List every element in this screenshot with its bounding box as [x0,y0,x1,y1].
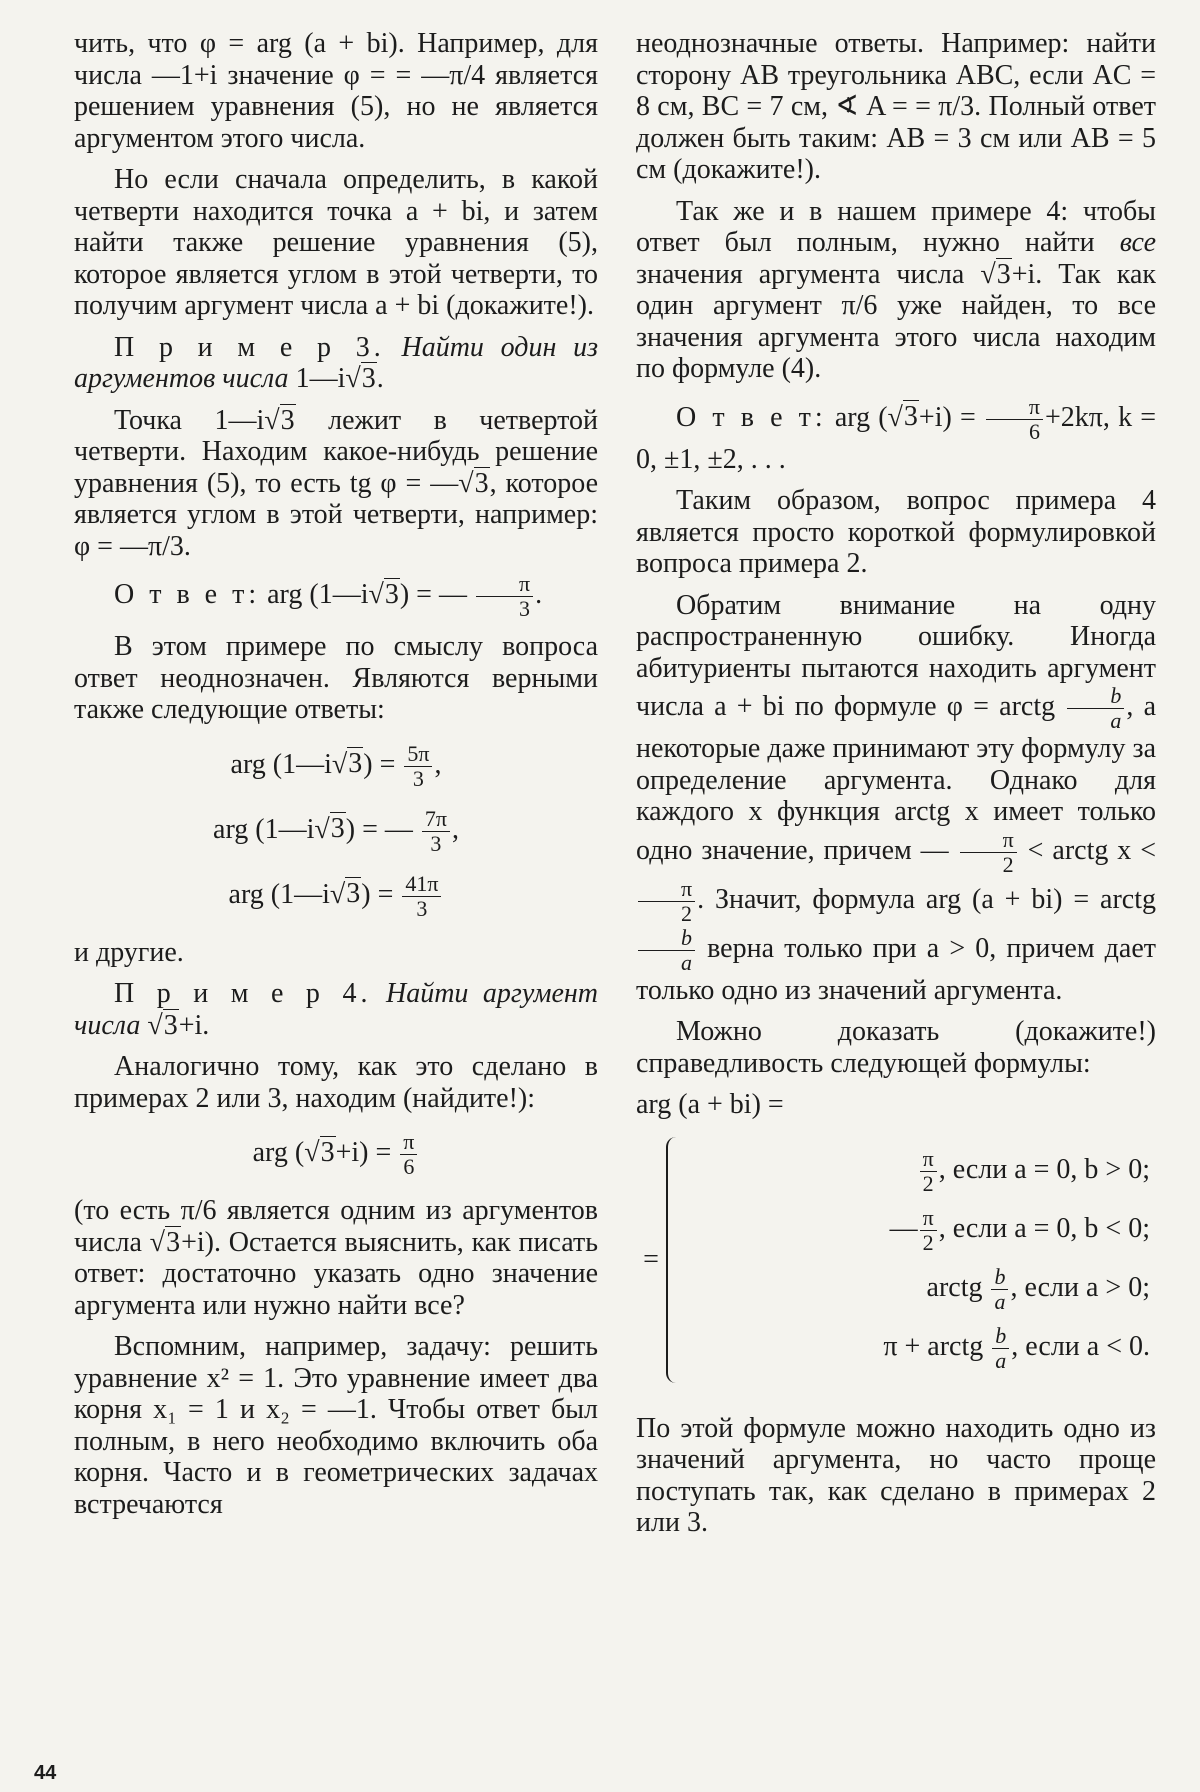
math: arg (1—i [228,878,330,910]
denominator: a [995,1347,1007,1373]
fraction [422,807,450,856]
denominator: 2 [681,900,693,926]
paragraph: Можно доказать (докажите!) справедливость следующей формулы: [636,1016,1156,1079]
paragraph: (то есть π/6 является одним из аргументов числа √3+i). Остается выяснить, как писать ответ: достаточно указать одно значение аргумента или нужно найти все? [74,1195,598,1321]
answer-label: О т в е т: [676,401,827,433]
text: < arctg x < [1027,834,1157,866]
brace [666,1137,676,1383]
numerator: 5π [404,742,432,767]
fraction [638,877,695,926]
math: arg (1—i [213,813,315,845]
text: лежит в четвертой четверти. Находим какое-нибудь решение уравнения (5), то есть tg φ = — [74,404,598,499]
text: а некоторые даже принимают эту формулу за определение аргумента. Однако для каждого x функция arctg x имеет только одно значение, причем — [636,690,1156,866]
denominator: 2 [922,1170,934,1196]
example-3-heading: П р и м е р 3. Найти один из аргументов числа 1—i√3. [74,331,598,394]
text: +i). Остается выяснить, как писать ответ: достаточно указать одно значение аргумента или нужно найти все? [74,1226,598,1321]
denominator: a [994,1288,1006,1314]
denominator: 3 [430,830,442,856]
equation: arg (1—i√3) = $\frac{5\pi}{3}$ , [230,740,442,791]
math: ) = [363,748,396,780]
denominator: 2 [1002,851,1014,877]
paragraph: и другие. [74,936,184,968]
numerator: π [638,877,695,902]
formula-lhs: arg (a + bi) = [636,1089,784,1120]
denominator: 3 [412,765,424,791]
fraction [1067,684,1124,733]
numerator: b [1067,684,1124,709]
example-task: Найти один из аргументов числа [74,331,598,394]
text: +i. Так как один аргумент π/6 уже найден, то все значения аргумента этого числа находим по формуле (4). [636,258,1156,384]
paragraph: Но если сначала определить, в какой четверти находится точка a + bi, и затем найти также решение уравнения (5), которое является углом в этой четверти, то получим аргумент числа a + bi (докажите!). [74,164,598,321]
paragraph: Так же и в нашем примере 4: чтобы ответ был полным, нужно найти все значения аргумента числа √3+i. Так как один аргумент π/6 уже найден, то все значения аргумента этого числа находим по формуле (4). [636,195,1156,384]
case-2 [686,1206,1156,1255]
numerator: 41π [402,872,441,897]
text: верна только при a > 0, причем дает только одно из значений аргумента. [636,932,1156,1006]
fraction [991,1265,1008,1314]
math: ) = — [345,813,413,845]
fraction [960,828,1017,877]
paragraph: Аналогично тому, как это сделано в примерах 2 или 3, находим (найдите!): [74,1051,598,1114]
answer-3: О т в е т: arg (1—i√3) = — $\frac{\pi}{3}$ . [114,571,543,621]
denominator: 6 [403,1154,415,1179]
cases [686,1137,1156,1383]
denominator: 3 [416,895,428,921]
fraction [402,872,441,921]
numerator: b [991,1265,1008,1290]
equation: arg (1—i√3) = — $\frac{7\pi}{3}$ , [213,805,459,856]
equation: arg (1—i√3) = $\frac{41\pi}{3}$ [74,872,598,921]
answer-4: О т в е т: arg (√3+i) = $\frac{\pi}{6}$ +2kπ, k = 0, ±1, ±2, . . . [636,393,1156,475]
sqrt: 3 [320,1136,335,1168]
numerator: 7π [422,807,450,832]
equation: arg (√3+i) = $\frac{\pi}{6}$ [74,1130,598,1179]
math: +i. [178,1009,210,1041]
case-1 [686,1147,1156,1196]
text: значения аргумента числа [636,258,965,290]
case-3 [686,1265,1156,1314]
sqrt: 3 [166,1226,181,1258]
text: (то есть π/6 является одним из аргументов числа [74,1195,598,1258]
text: — [889,1212,918,1244]
paragraph: Обратим внимание на одну распространенную ошибку. Иногда абитуриенты пытаются находить аргумент числа a + bi по формуле φ = arctg $\frac{b}{a}$ , а некоторые даже принимают эту формулу за определение аргумента. Однако для каждого x функция arctg x имеет только одно значение, причем — $\frac{\pi}{2}$ < arctg x < $\frac{\pi}{2}$ . Значит, формула arg (a + bi) = arctg $\frac{b}{a}$ верна только при a > 0, причем дает только одно из значений аргумента. [636,589,1157,1006]
right-column [636,28,1156,1549]
fraction [404,742,432,791]
sqrt: 3 [330,813,345,845]
text: , если a = 0, b > 0; [938,1153,1150,1185]
sqrt: 3 [280,404,295,436]
sqrt: 3 [163,1009,178,1041]
text: , если a < 0. [1011,1330,1150,1362]
left-column [74,28,598,1530]
numerator: π [400,1130,417,1155]
page-number: 44 [34,1762,57,1784]
paragraph: неоднозначные ответы. Например: найти сторону AB треугольника ABC, если AC = 8 см, BC = 7 см, ∢ A = = π/3. Полный ответ должен быть таким: AB = 3 см или AB = 5 см (докажите!). [636,28,1156,185]
paragraph: По этой формуле можно находить одно из значений аргумента, но часто проще поступать так, как сделано в примерах 2 или 3. [636,1412,1156,1538]
denominator: 3 [519,596,531,621]
paragraph: Вспомним, например, задачу: решить уравнение x² = 1. Это уравнение имеет два корня x₁ = 1 и x₂ = —1. Чтобы ответ был полным, в него необходимо включить оба корня. Часто и в геометрических задачах встречаются [74,1331,598,1520]
sqrt: 3 [348,748,363,780]
math: +i) = [335,1136,392,1168]
equals-sign: = [643,1243,659,1275]
example-label: П р и м е р 4. [114,978,372,1009]
fraction [920,1147,937,1196]
fraction [476,572,533,621]
text: , которое является углом в этой четверти, например: φ = —π/3. [74,467,598,562]
numerator: b [992,1324,1009,1349]
sqrt: 3 [996,258,1011,290]
paragraph: В этом примере по смыслу вопроса ответ неоднозначен. Являются верными также следующие ответы: [74,631,598,725]
numerator: π [476,572,533,597]
piecewise-formula [636,1137,1156,1383]
fraction [920,1206,937,1255]
example-task: Найти аргумент числа [74,978,598,1041]
example-4-heading: П р и м е р 4. Найти аргумент числа √3+i. [74,978,598,1041]
fraction [986,395,1043,444]
math: ) = — [399,578,467,610]
denominator: 2 [922,1229,934,1255]
math: arg ( [834,401,888,433]
text: Точка 1—i [114,404,265,436]
case-4 [686,1324,1156,1373]
emphasis: все [1119,227,1156,258]
paragraph: Точка 1—i√3 лежит в четвертой четверти. Находим какое-нибудь решение уравнения (5), то есть tg φ = —√3, которое является углом в этой четверти, например: φ = —π/3. [74,404,598,562]
numerator: π [920,1147,937,1172]
text: . Значит, формула arg (a + bi) = arctg [697,883,1156,915]
text: arctg [926,1271,983,1303]
sqrt: 3 [346,878,361,910]
denominator: a [1110,708,1122,733]
numerator: b [638,926,695,951]
paragraph: чить, что φ = arg (a + bi). Например, для числа —1+i значение φ = = —π/4 является решением уравнения (5), но не является аргументом этого числа. [74,28,598,154]
text: , если a > 0; [1010,1271,1150,1303]
numerator: π [960,828,1017,853]
denominator: 6 [1028,418,1040,444]
sqrt: 3 [903,401,918,433]
math: 1—i [295,363,346,394]
math: arg (1—i [267,578,369,610]
example-label: П р и м е р 3. [114,331,385,363]
answer-label: О т в е т: [114,578,261,610]
math: arg (1—i [230,748,332,780]
text: Так же и в нашем примере 4: чтобы ответ был полным, нужно найти [636,195,1156,258]
math: ) = [361,878,394,910]
math: +i) = [918,401,976,433]
math: +2kπ, k = 0, ±1, ±2, . . . [636,401,1156,475]
sqrt: 3 [361,363,376,394]
paragraph: Таким образом, вопрос примера 4 является просто короткой формулировкой вопроса примера 2. [636,485,1156,579]
denominator: a [681,949,692,975]
fraction [400,1130,417,1179]
text: π + arctg [883,1330,984,1362]
sqrt: 3 [384,578,399,610]
text: , если a = 0, b < 0; [938,1212,1150,1244]
sqrt: 3 [474,467,489,499]
numerator: π [920,1206,937,1231]
numerator: π [986,395,1043,420]
fraction [638,926,695,975]
fraction [992,1324,1009,1373]
math: arg ( [252,1136,305,1168]
text: Обратим внимание на одну распространенную ошибку. Иногда абитуриенты пытаются находить аргумент числа a + bi по формуле φ = arctg [636,589,1156,722]
